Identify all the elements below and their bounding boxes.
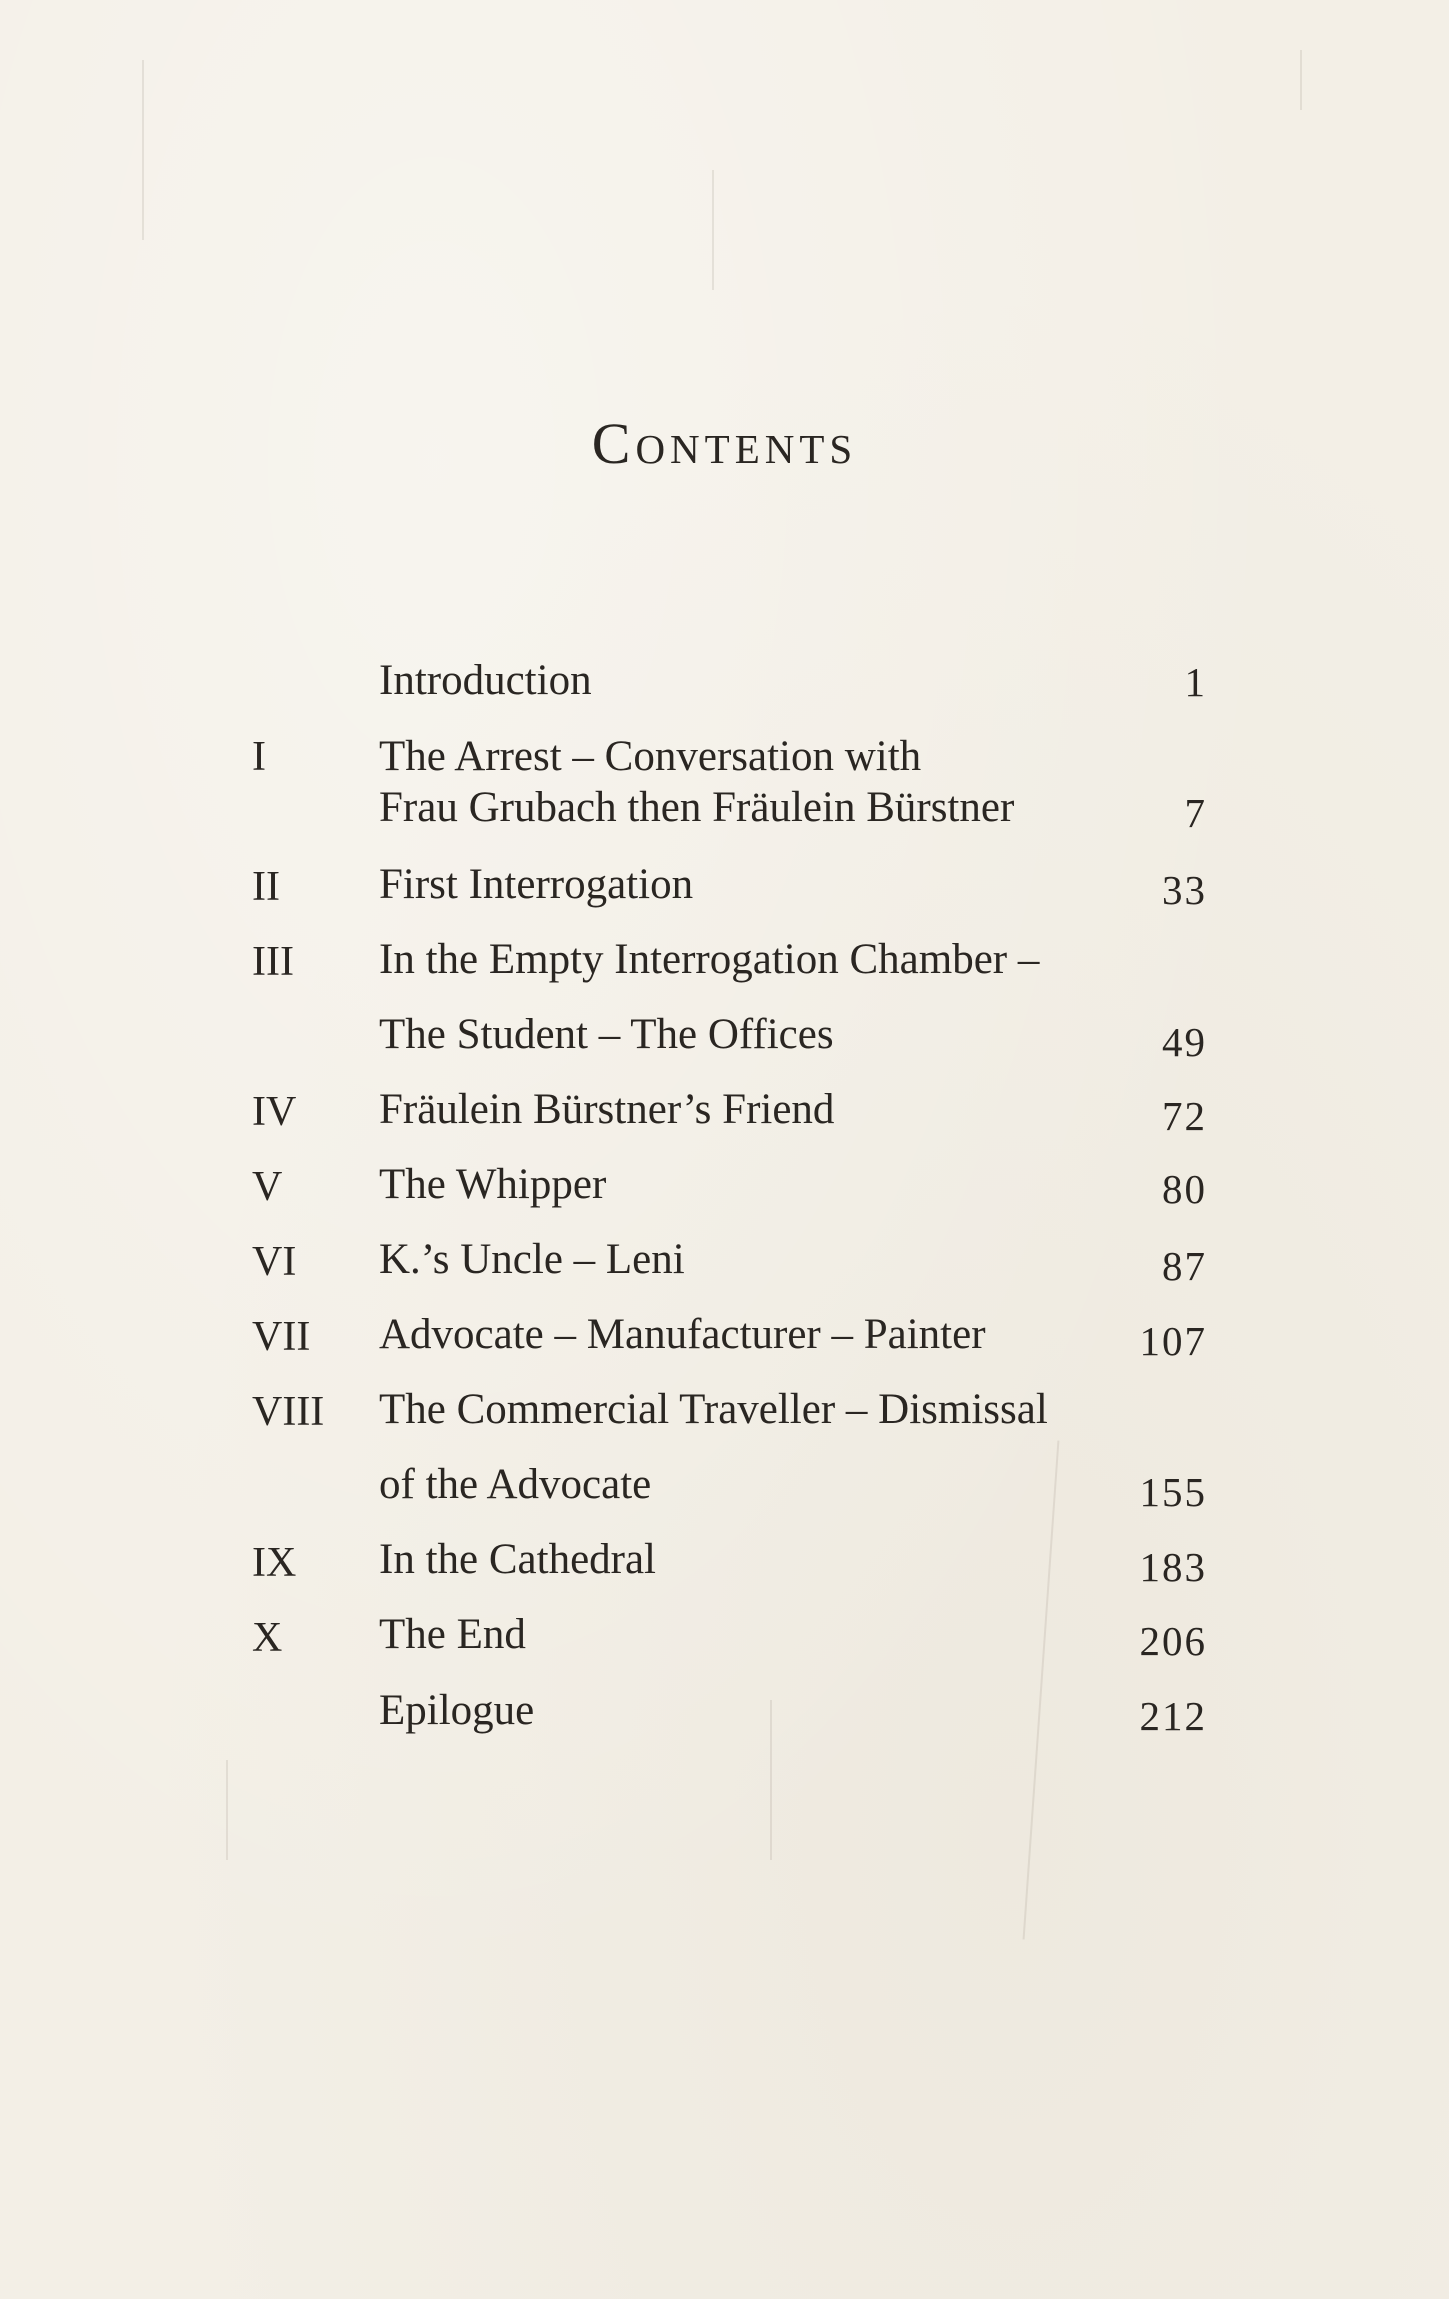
entry-title: The Whipper xyxy=(379,1161,607,1208)
chapter-number: X xyxy=(252,1615,283,1661)
entry-title: Fräulein Bürstner’s Friend xyxy=(379,1086,835,1133)
entry-page-number: 87 xyxy=(1162,1243,1207,1289)
entry-page-number: 72 xyxy=(1162,1093,1207,1139)
chapter-number: VIII xyxy=(252,1389,325,1435)
entry-title: In the Cathedral xyxy=(379,1536,657,1583)
entry-page-number: 107 xyxy=(1139,1318,1207,1364)
entry-page-number: 212 xyxy=(1139,1693,1207,1739)
entry-page-number: 1 xyxy=(1184,659,1207,705)
entry-page-number: 206 xyxy=(1139,1618,1207,1664)
chapter-number: VII xyxy=(252,1314,311,1360)
page-title: Contents xyxy=(591,411,858,476)
entry-title-continued: of the Advocate xyxy=(379,1461,652,1508)
entry-title: Introduction xyxy=(379,657,592,704)
chapter-number: I xyxy=(252,734,266,780)
entry-page-number: 155 xyxy=(1139,1469,1207,1515)
entry-title-continued: Frau Grubach then Fräulein Bürstner xyxy=(379,784,1015,831)
entry-title: The End xyxy=(379,1611,526,1658)
entry-page-number: 49 xyxy=(1162,1019,1207,1065)
chapter-number: IX xyxy=(252,1540,297,1586)
entry-title: In the Empty Interrogation Chamber – xyxy=(379,936,1040,983)
entry-page-number: 33 xyxy=(1162,867,1207,913)
entry-page-number: 80 xyxy=(1162,1166,1207,1212)
entry-title-continued: The Student – The Offices xyxy=(379,1011,834,1058)
entry-title: First Interrogation xyxy=(379,861,694,908)
entry-title: Epilogue xyxy=(379,1687,535,1734)
entry-title: K.’s Uncle – Leni xyxy=(379,1236,685,1283)
chapter-number: II xyxy=(252,864,280,910)
chapter-number: IV xyxy=(252,1089,297,1135)
chapter-number: VI xyxy=(252,1239,297,1285)
entry-title: Advocate – Manufacturer – Painter xyxy=(379,1311,986,1358)
entry-page-number: 183 xyxy=(1139,1544,1207,1590)
entry-title: The Arrest – Conversation with xyxy=(379,733,922,780)
chapter-number: III xyxy=(252,939,294,985)
entry-page-number: 7 xyxy=(1184,790,1207,836)
chapter-number: V xyxy=(252,1164,283,1210)
entry-title: The Commercial Traveller – Dismissal xyxy=(379,1386,1048,1433)
